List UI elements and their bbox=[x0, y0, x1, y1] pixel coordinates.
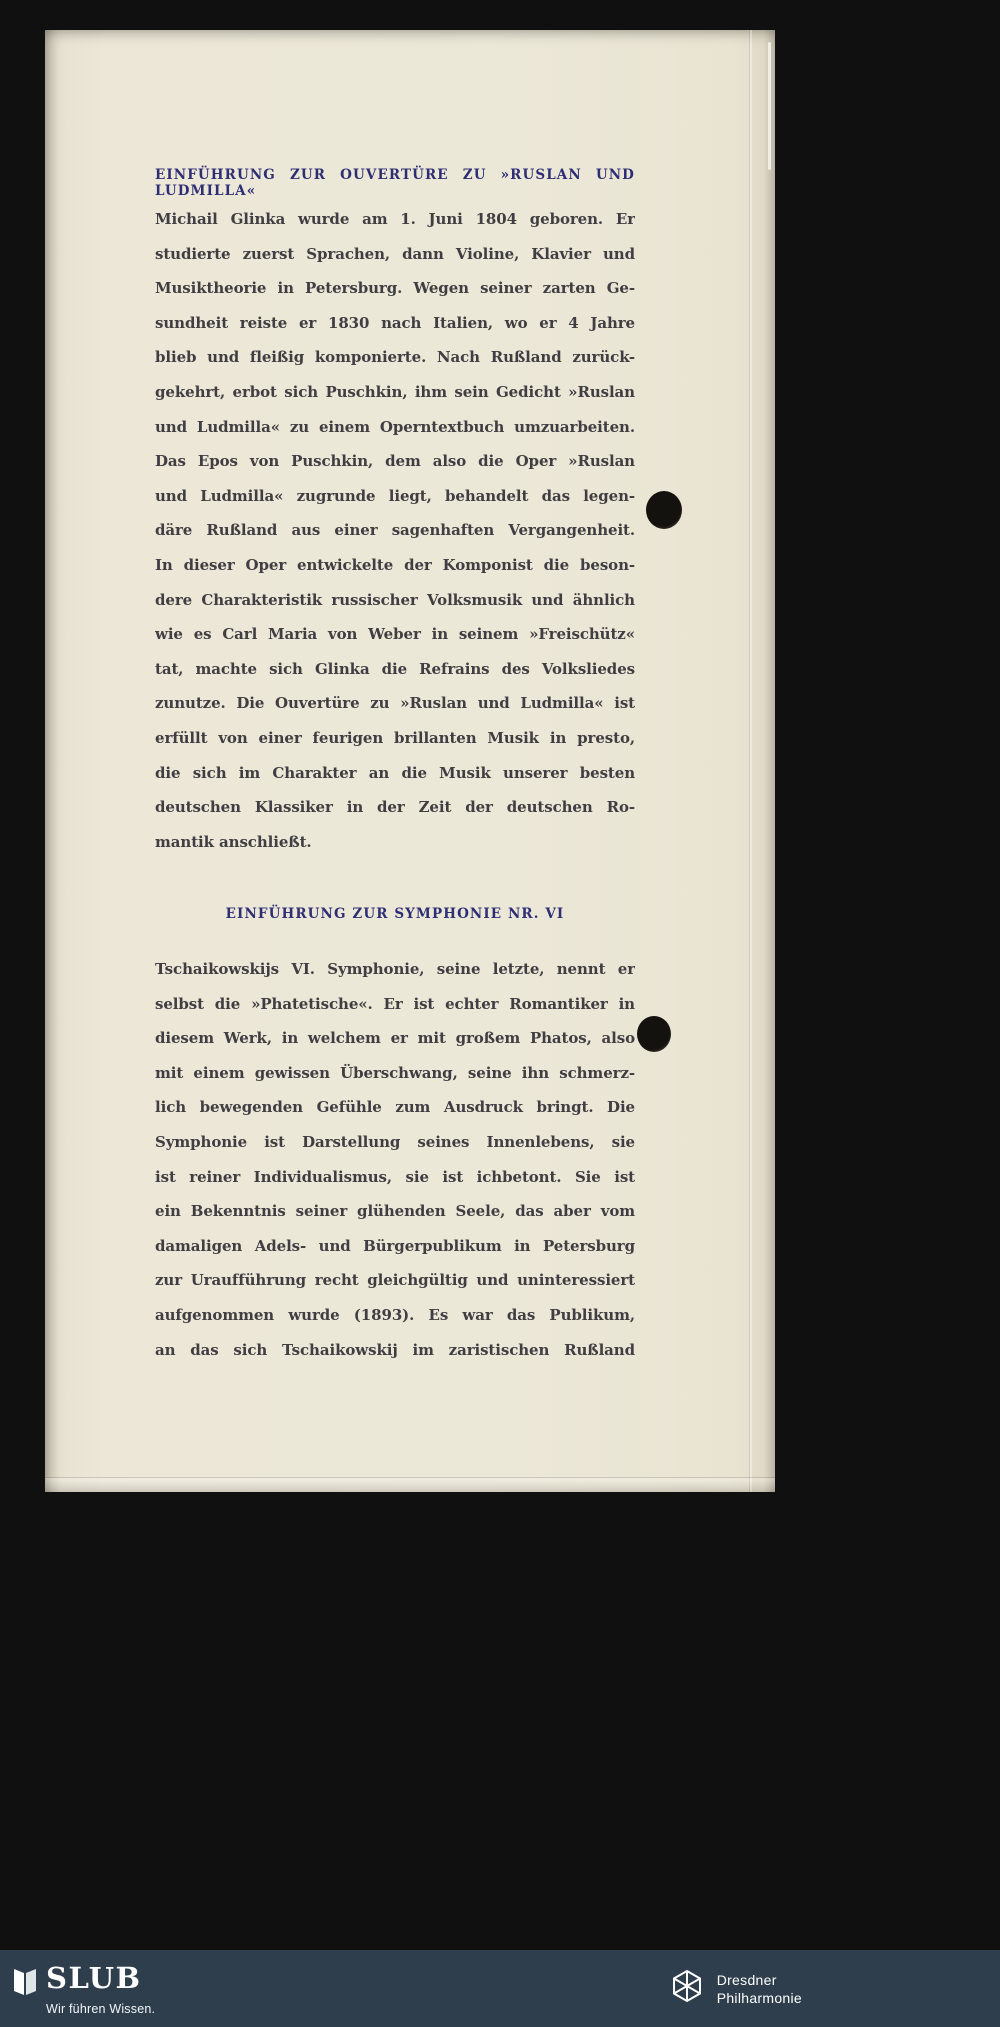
philharmonie-name bbox=[717, 1971, 802, 2007]
paper-fold-right bbox=[749, 30, 775, 1492]
paper-fold-bottom bbox=[45, 1477, 775, 1492]
text-line: Musiktheorie in Petersburg. Wegen seiner zarten Ge- bbox=[155, 279, 635, 298]
punch-hole bbox=[646, 491, 682, 529]
text-line: zunutze. Die Ouvertüre zu »Ruslan und Ludmilla« ist bbox=[155, 694, 635, 713]
text-line: Das Epos von Puschkin, dem also die Oper »Ruslan bbox=[155, 452, 635, 471]
text-line: zur Uraufführung recht gleichgültig und uninteressiert bbox=[155, 1271, 635, 1290]
text-line: däre Rußland aus einer sagenhaften Vergangenheit. bbox=[155, 521, 635, 540]
viewer-footer bbox=[0, 1950, 1000, 2027]
text-line: diesem Werk, in welchem er mit großem Phatos, also bbox=[155, 1029, 635, 1048]
text-line: Tschaikowskijs VI. Symphonie, seine letzte, nennt er bbox=[155, 960, 635, 978]
text-line: ist reiner Individualismus, sie ist ichbetont. Sie ist bbox=[155, 1167, 635, 1186]
philharmonie-hexagon-icon bbox=[669, 1968, 705, 2009]
scan-paper bbox=[45, 30, 775, 1492]
text-line: ein Bekenntnis seiner glühenden Seele, das aber vom bbox=[155, 1202, 635, 1221]
text-line: wie es Carl Maria von Weber in seinem »Freischütz« bbox=[155, 625, 635, 644]
text-line: gekehrt, erbot sich Puschkin, ihm sein Gedicht »Ruslan bbox=[155, 382, 635, 401]
text-line: an das sich Tschaikowskij im zaristischen Rußland bbox=[155, 1340, 635, 1359]
text-line: sundheit reiste er 1830 nach Italien, wo er 4 Jahre bbox=[155, 313, 635, 332]
slub-tagline: Wir führen Wissen. bbox=[46, 2002, 156, 2016]
text-line: erfüllt von einer feurigen brillanten Musik in presto, bbox=[155, 728, 635, 747]
text-line: deutschen Klassiker in der Zeit der deutschen Ro- bbox=[155, 798, 635, 817]
slub-book-icon bbox=[12, 1967, 38, 2002]
text-line: dere Charakteristik russischer Volksmusik und ähnlich bbox=[155, 590, 635, 609]
section-heading-ouvertuere: EINFÜHRUNG ZUR OUVERTÜRE ZU »RUSLAN UND LUDMILLA« bbox=[155, 167, 635, 199]
paragraph-glinka bbox=[155, 202, 635, 859]
text-line: aufgenommen wurde (1893). Es war das Publikum, bbox=[155, 1305, 635, 1324]
text-line: damaligen Adels- und Bürgerpublikum in Petersburg bbox=[155, 1236, 635, 1255]
text-line: Michail Glinka wurde am 1. Juni 1804 geboren. Er bbox=[155, 210, 635, 228]
text-line: Symphonie ist Darstellung seines Innenlebens, sie bbox=[155, 1132, 635, 1151]
philharmonie-branding bbox=[669, 1968, 802, 2009]
text-line: blieb und fleißig komponierte. Nach Rußland zurück- bbox=[155, 348, 635, 367]
text-line: und Ludmilla« zugrunde liegt, behandelt das legen- bbox=[155, 486, 635, 505]
text-line: mantik anschließt. bbox=[155, 832, 312, 851]
philharmonie-name-line1: Dresdner bbox=[716, 1971, 777, 1988]
slub-branding bbox=[0, 1961, 155, 2016]
text-line: und Ludmilla« zu einem Operntextbuch umzuarbeiten. bbox=[155, 417, 635, 436]
text-line: In dieser Oper entwickelte der Komponist die beson- bbox=[155, 555, 635, 574]
text-line: mit einem gewissen Überschwang, seine ihn schmerz- bbox=[155, 1063, 635, 1082]
section-heading-symphonie: EINFÜHRUNG ZUR SYMPHONIE NR. VI bbox=[225, 906, 565, 922]
text-line: tat, machte sich Glinka die Refrains des Volksliedes bbox=[155, 659, 635, 678]
text-line: selbst die »Phatetische«. Er ist echter Romantiker in bbox=[155, 994, 635, 1013]
text-line: lich bewegenden Gefühle zum Ausdruck bringt. Die bbox=[155, 1098, 635, 1117]
philharmonie-name-line2: Philharmonie bbox=[716, 1989, 802, 2006]
paragraph-tschaikowskij bbox=[155, 952, 635, 1367]
text-line: die sich im Charakter an die Musik unserer besten bbox=[155, 763, 635, 782]
paper-edge-highlight bbox=[768, 42, 771, 170]
slub-wordmark: SLUB bbox=[46, 1961, 142, 1995]
punch-hole bbox=[637, 1016, 671, 1052]
text-line: studierte zuerst Sprachen, dann Violine, Klavier und bbox=[155, 244, 635, 263]
